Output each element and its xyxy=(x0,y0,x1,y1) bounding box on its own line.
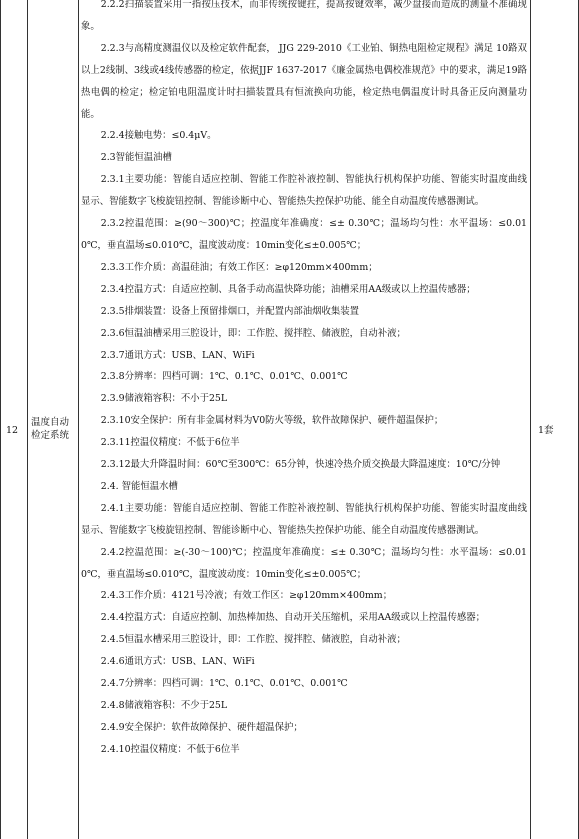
spec-paragraph: 2.2.3与高精度测温仪以及检定软件配套， JJG 229-2010《工业铂、铜热电阻检定规程》满足 10路双以上2线制、3线或4线传感器的检定，依据JJF 1637-2017《廉金属热电偶校准规范》中的要求，满足19路热电偶的检定；检定铂电阻温度计时扫描装置具有恒流换向功能，检定热电偶温度计时具备正反向测量功能。 xyxy=(81,42,527,120)
spec-paragraph: 2.3.10安全保护：所有非金属材料为V0防火等级，软件故障保护、硬件超温保护； xyxy=(100,415,444,427)
column-divider-spec xyxy=(530,0,531,839)
spec-paragraph: 2.3.2控温范围：≥(90～300)℃；控温度年准确度：≤± 0.30℃；温场均匀性：水平温场：≤0.010℃，垂直温场≤0.010℃，温度波动度：10min变化≤±0.005℃； xyxy=(81,218,527,251)
row-item-name: 温度自动检定系统 xyxy=(31,417,70,441)
row-number: 12 xyxy=(6,425,19,436)
spec-description xyxy=(79,0,529,761)
spec-paragraph: 2.3.6恒温油槽采用三腔设计，即：工作腔、搅拌腔、储液腔，自动补液； xyxy=(100,327,406,339)
spec-paragraph: 2.2.2扫描装置采用一指按压技术，而非传统按键拄，提高按键效率，减少盘接而造成的测量不准确现象。 xyxy=(81,0,527,32)
spec-paragraph: 2.4.10控温仪精度：不低于6位半 xyxy=(100,743,240,755)
spec-paragraph: 2.4.5恒温水槽采用三腔设计，即：工作腔、搅拌腔、储液腔，自动补液； xyxy=(100,634,406,646)
spec-paragraph: 2.4.6通讯方式：USB、LAN、WiFi xyxy=(100,656,255,668)
spec-paragraph: 2.4.3工作介质：4121号冷液；有效工作区：≥φ120mm×400mm； xyxy=(100,590,393,602)
spec-paragraph: 2.3.12最大升降温时间：60℃至300℃：65分钟，快速冷热介质交换最大降温速度：10℃/分钟 xyxy=(100,459,501,471)
spec-paragraph: 2.3.4控温方式：自适应控制、具备手动高温快降功能；油槽采用AA级或以上控温传感器； xyxy=(100,283,476,295)
spec-paragraph: 2.2.4接触电势：≤0.4μV。 xyxy=(100,130,217,142)
spec-paragraph: 2.3.8分辨率：四档可调：1℃、0.1℃、0.01℃、0.001℃ xyxy=(100,371,348,383)
column-divider-number xyxy=(27,0,28,839)
spec-paragraph: 2.4.8储液箱容积：不少于25L xyxy=(100,700,228,711)
spec-paragraph: 2.3.1主要功能：智能自适应控制、智能工作腔补液控制、智能执行机构保护功能、智能实时温度曲线显示、智能数字飞梭旋钮控制、智能诊断中心、智能热失控保护功能、能全自动温度传感器测试。 xyxy=(81,174,527,208)
spec-paragraph: 2.3.9储液箱容积：不小于25L xyxy=(100,393,228,405)
spec-paragraph: 2.4.2控温范围：≥(-30～100)℃；控温度年准确度：≤± 0.30℃；温场均匀性：水平温场：≤0.010℃，垂直温场≤0.010℃，温度波动度：10min变化≤±0.005℃； xyxy=(81,546,527,580)
spec-paragraph: 2.4.1主要功能：智能自适应控制、智能工作腔补液控制、智能执行机构保护功能、智能实时温度曲线显示、智能数字飞梭旋钮控制、智能诊断中心、智能热失控保护功能、能全自动温度传感器测试。 xyxy=(81,502,527,536)
spec-section-heading: 2.3智能恒温油槽 xyxy=(100,152,172,164)
spec-paragraph: 2.4.7分辨率：四档可调：1℃、0.1℃、0.01℃、0.001℃ xyxy=(100,678,348,690)
spec-paragraph: 2.3.5排烟装置：设备上预留排烟口，并配置内部油烟收集装置 xyxy=(100,305,359,317)
spec-paragraph: 2.4.9安全保护：软件故障保护、硬件超温保护； xyxy=(100,721,303,733)
spec-paragraph: 2.3.7通讯方式：USB、LAN、WiFi xyxy=(100,349,255,361)
table-border-left xyxy=(0,0,1,839)
spec-paragraph: 2.3.11控温仪精度：不低于6位半 xyxy=(100,437,240,449)
row-quantity: 1套 xyxy=(538,425,554,436)
spec-paragraph: 2.3.3工作介质：高温硅油；有效工作区：≥φ120mm×400mm； xyxy=(100,261,378,273)
spec-section-heading: 2.4. 智能恒温水槽 xyxy=(100,480,178,492)
spec-paragraph: 2.4.4控温方式：自适应控制、加热棒加热、自动开关压缩机，采用AA级或以上控温传感器； xyxy=(100,612,486,624)
